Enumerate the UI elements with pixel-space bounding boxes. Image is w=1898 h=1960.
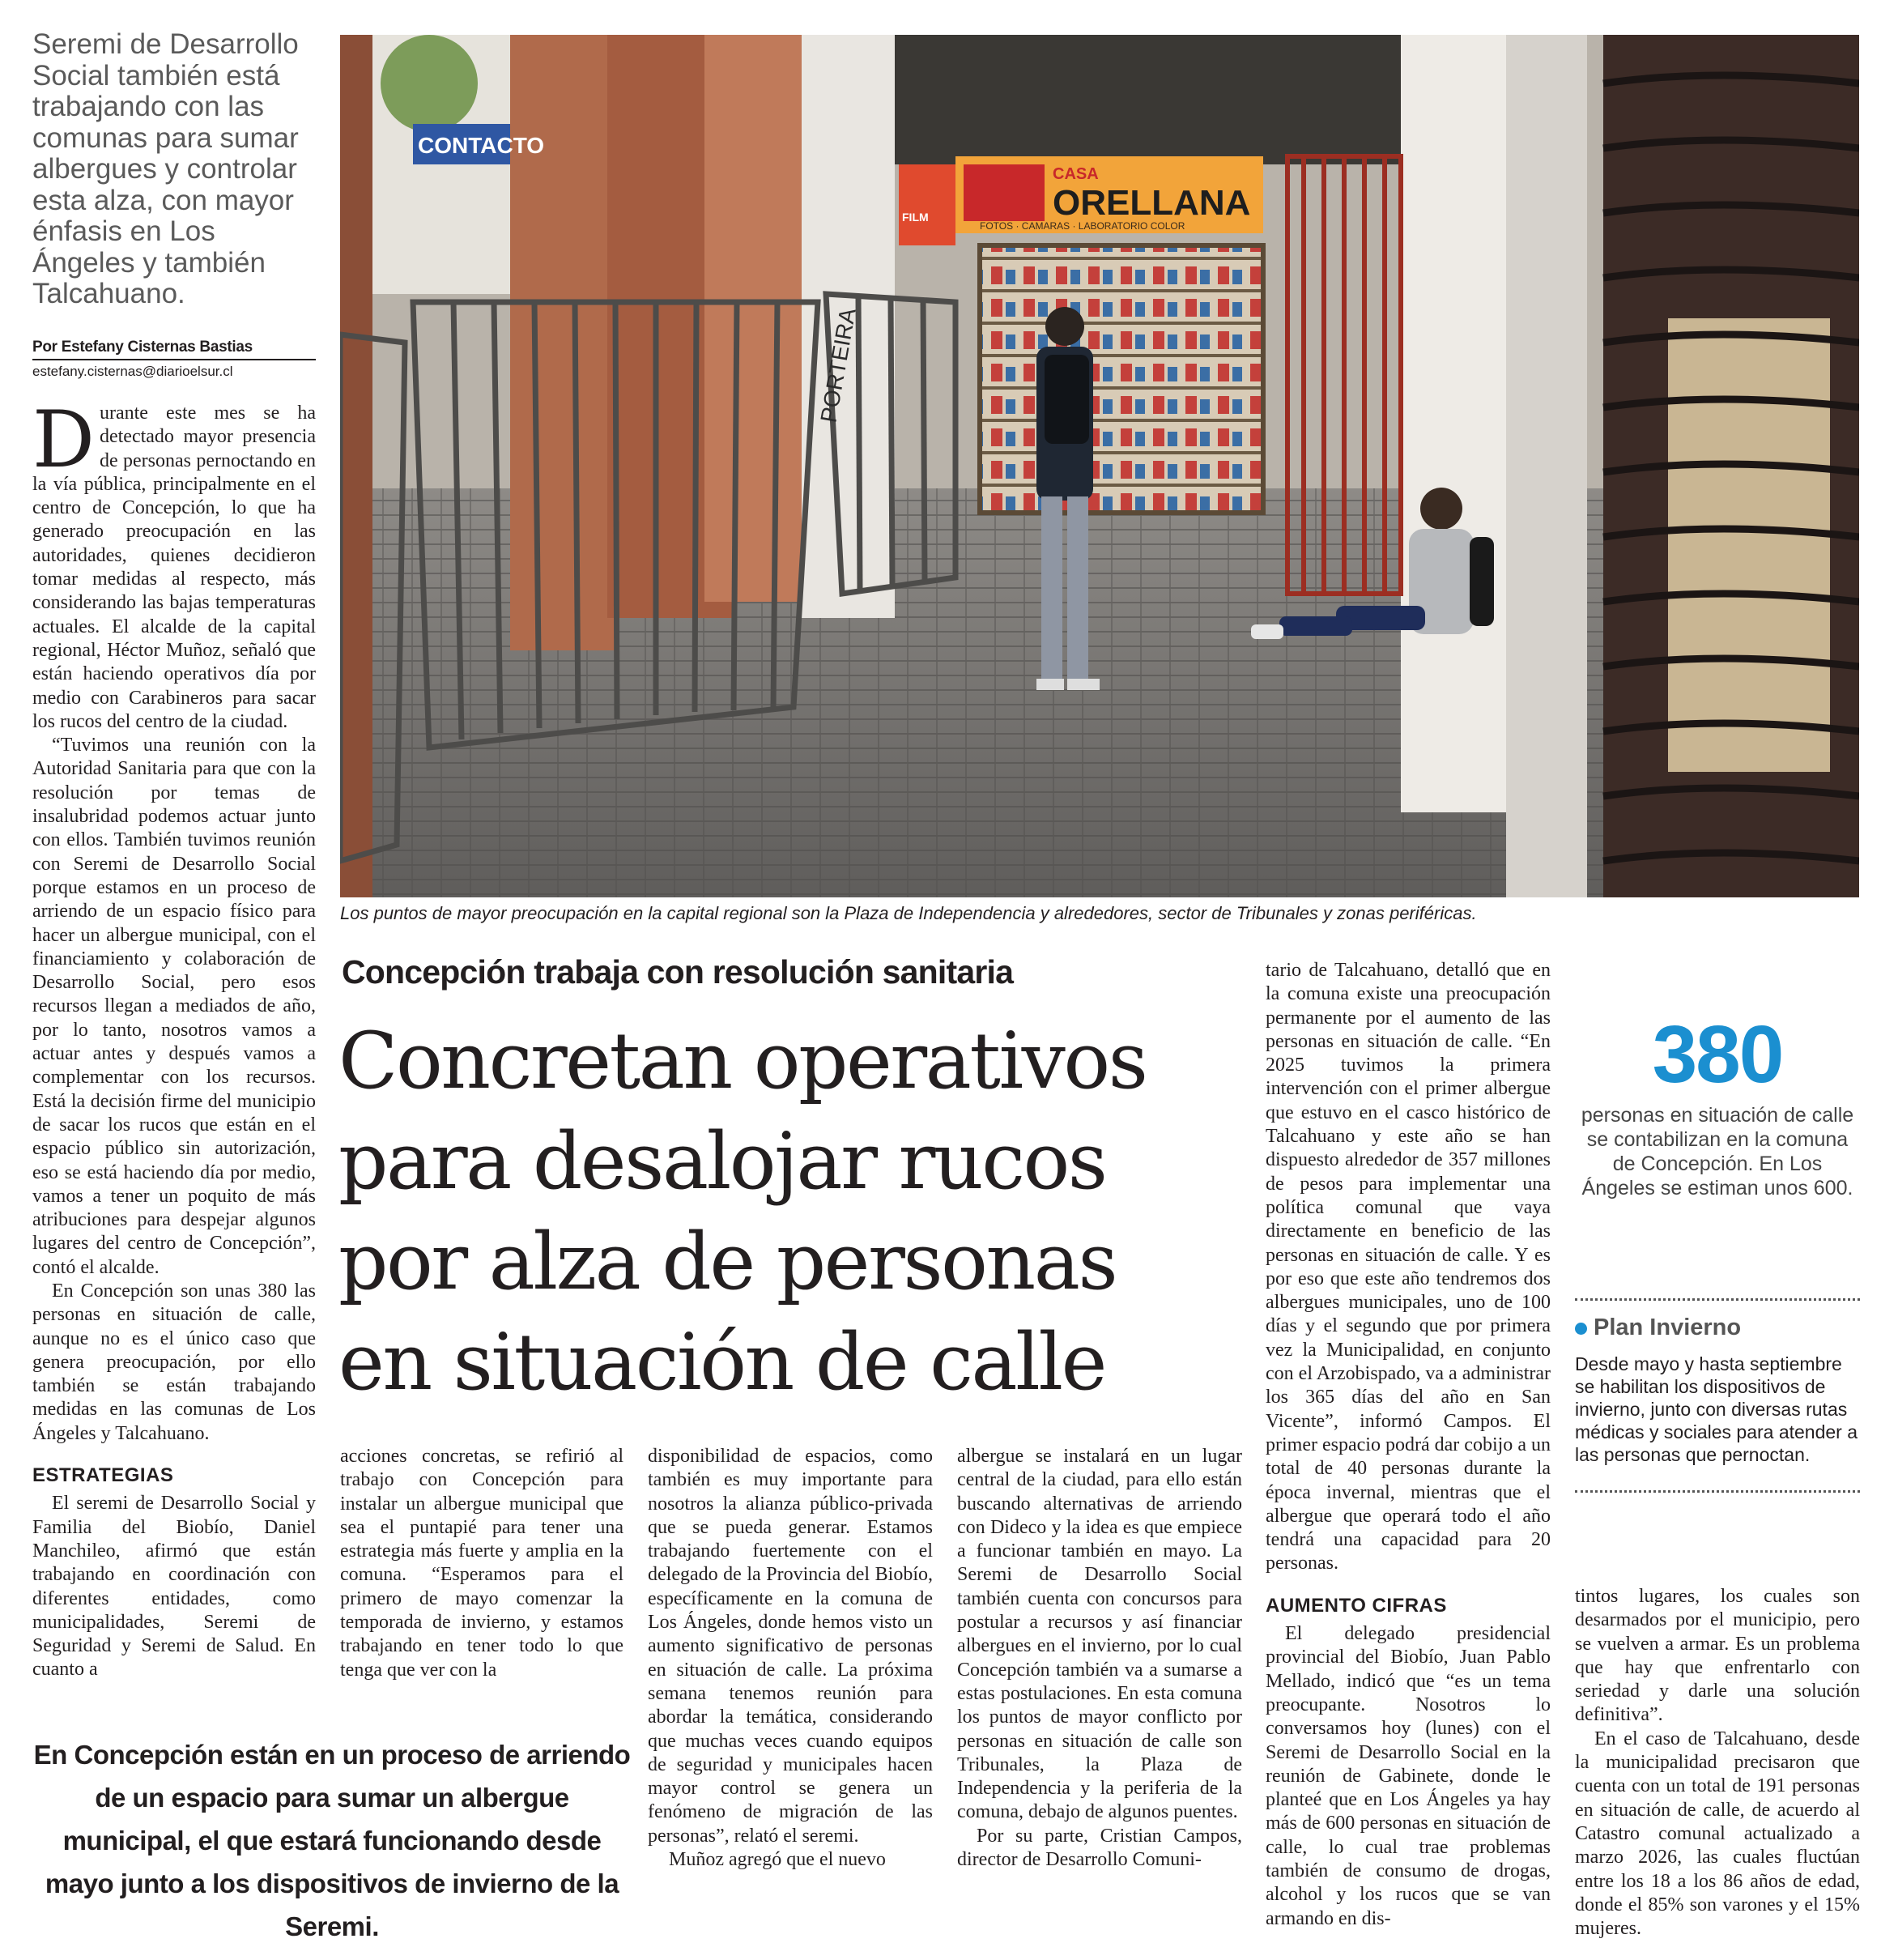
paragraph: disponibilidad de espacios, como también es muy importante para nosotros la alianza público-privada que se pueda generar. Estamos trabajando fuertemente con el delegado de la Provincia del Biobío, específicamente en la comuna de Los Ángeles, donde hemos visto un aumento significativo de personas en situación de calle. La próxima semana tenemos reunión para abordar la temática, considerando que muchas veces cuando equipos de seguridad y municipales hacen mayor control se genera un fenómeno de migración de las personas”, relató el seremi. [648,1446,933,1847]
divider [1575,1298,1860,1301]
byline-author: Por Estefany Cisternas Bastias [32,339,316,360]
orellana-sign-text: ORELLANA [1053,183,1251,223]
byline [32,339,316,380]
paragraph: albergue se instalará en un lugar central de la ciudad, para ello están buscando alternativas de arriendo con Dideco y la idea es que empiece a funcionar también en mayo. La Seremi de Desarrollo Social también cuenta con concursos para postular a recursos y así financiar albergues en el invierno, por lo cual Concepción también va a sumarse a estas postulaciones. En esta comuna los puntos de mayor conflicto por personas en situación de calle son Tribunales, la Plaza de Independencia y la periferia de la comuna, debajo de algunos puentes. [957,1446,1242,1823]
stat-text: personas en situación de calle se contabilizan en la comuna de Concepción. En Los Ángeles se estiman unos 600. [1581,1104,1854,1199]
kicker: Concepción trabaja con resolución sanitaria [342,953,1014,991]
byline-email[interactable]: estefany.cisternas@diarioelsur.cl [32,364,233,379]
paragraph: El seremi de Desarrollo Social y Familia del Biobío, Daniel Manchileo, afirmó que están trabajando en coordinación con diferentes entidades, como municipalidades, Seremi de Seguridad y Seremi de Salud. En cuanto a [32,1493,316,1681]
drop-cap: D [32,394,95,485]
red-gate [1287,156,1401,594]
column-3 [648,1445,933,1872]
paragraph: En el caso de Talcahuano, desde la municipalidad precisaron que cuenta con un total de 191 personas en situación de calle, de acuerdo al Catastro comunal actualizado a marzo 2026, las cuales fluctúan entre los 18 a los 86 años de edad, donde el 85% son varones y el 15% mujeres. [1575,1728,1860,1940]
photo-caption: Los puntos de mayor preocupación en la capital regional son la Plaza de Independencia y alrededores, sector de Tribunales y zonas periféricas. [340,903,1477,923]
contacto-sign-text: CONTACTO [418,133,545,158]
stat-number: 380 [1652,1009,1783,1100]
lead-summary: Seremi de Desarrollo Social también está trabajando con las comunas para sumar albergues y controlar esta alza, con mayor énfasis en Los Ángeles y también Talcahuano. [32,28,299,309]
casa-sign-text: CASA [1053,165,1099,183]
column-2 [340,1445,623,1682]
shop-subtitle-text: FOTOS · CAMARAS · LABORATORIO COLOR [980,220,1185,232]
plan-invierno-box [1575,1314,1860,1466]
film-sign-text: FILM [902,211,929,224]
pull-quote: En Concepción están en un proceso de arriendo de un espacio para sumar un albergue municipal, el que estará funcionando desde mayo junto a los dispositivos de invierno de la Seremi. [33,1740,631,1941]
headline [338,1011,1245,1412]
column-6 [1575,1585,1860,1941]
headline-line: para desalojar rucos [338,1116,1106,1207]
paragraph: Durante este mes se ha detectado mayor presencia de personas pernoctando en la vía pública, principalmente en el centro de Concepción, lo que ha generado preocupación en las autoridades, quienes decidieron tomar medidas al respecto, más considerando las bajas temperaturas actuales. El alcalde de la capital regional, Héctor Muñoz, señaló que están haciendo operativos día por medio con Carabineros para sacar los rucos del centro de la ciudad. [32,394,316,732]
paragraph: tario de Talcahuano, detalló que en la comuna existe una preocupación permanente por el aumento de las personas en situación de calle. “En 2025 tuvimos la primera intervención con el primer albergue que estuvo en el casco histórico de Talcahuano y este año se han dispuesto alrededor de 357 millones de pesos para implementar una política comunal que vaya directamente en beneficio de las personas en situación de calle. Y es por eso que este año tendremos dos albergues municipales, uno de 100 días y el segundo que por primera vez la Municipalidad, en conjunto con el Arzobispado, va a administrar los 365 días del año en San Vicente”, informó Campos. El primer espacio podrá dar cobijo a un total de 40 personas durante la época invernal, mientras que el albergue que operará todo el año tendrá una capacidad para 20 personas. [1266,960,1551,1574]
plan-title: Plan Invierno [1594,1314,1742,1340]
main-photo [340,35,1859,897]
paragraph: “Tuvimos una reunión con la Autoridad Sanitaria para que con la resolución por temas de insalubridad podemos actuar junto con ellos. También tuvimos reunión con Seremi de Desarrollo Social porque estamos en un proceso de arriendo de un espacio físico para hacer un albergue municipal, con el financiamiento y colaboración de Desarrollo Social, pero esos recursos llegan a mediados de año, por lo tanto, nosotros vamos a actuar antes y después vamos a complementar con los recursos. Está la decisión firme del municipio de sacar los rucos que están en el espacio público sin autorización, eso se está haciendo día por medio, vamos a tener un poquito de más atribuciones para despejar algunos lugares del centro de Concepción”, contó el alcalde. [32,735,316,1278]
stat-box [1575,1009,1860,1200]
plan-text: Desde mayo y hasta septiembre se habilitan los dispositivos de invierno, junto con diversas rutas médicas y sociales para atender a las personas que pernoctan. [1575,1353,1858,1465]
headline-line: en situación de calle [338,1317,1105,1408]
subhead-aumento-cifras: AUMENTO CIFRAS [1266,1594,1447,1617]
headline-line: por alza de personas [338,1216,1117,1307]
headline-line: Concretan operativos [338,1016,1147,1106]
paragraph: El delegado presidencial provincial del Biobío, Juan Pablo Mellado, indicó que “es un tema preocupante. Nosotros lo conversamos hoy (lunes) con el Seremi de Desarrollo Social en la reunión de Gabinete, donde le planteé que en Los Ángeles ya hay más de 600 personas en situación de calle, lo cual trae problemas también de consumo de drogas, alcohol y los rucos que se van armando en dis- [1266,1623,1551,1929]
column-1 [32,394,316,1682]
fence-graffiti: PORTEIRA [815,306,861,425]
paragraph: tintos lugares, los cuales son desarmados por el municipio, pero se vuelven a armar. Es un problema que hay que enfrentarlo con seriedad y darle una solución definitiva”. [1575,1586,1860,1726]
column-4 [957,1445,1242,1872]
paragraph: En Concepción son unas 380 las personas en situación de calle, aunque no es el único caso que genera preocupación, por ello también se están trabajando medidas en las comunas de Los Ángeles y Talcahuano. [32,1280,316,1444]
column-5 [1266,959,1551,1931]
paragraph: Por su parte, Cristian Campos, director de Desarrollo Comuni- [957,1825,1242,1871]
divider [1575,1490,1860,1493]
bullet-icon [1575,1323,1587,1335]
photo-illustration [340,35,1859,897]
paragraph: Muñoz agregó que el nuevo [669,1849,886,1871]
subhead-estrategias: ESTRATEGIAS [32,1464,174,1487]
paragraph: acciones concretas, se refirió al trabajo con Concepción para instalar un albergue municipal que sea el puntapié para tener una estrategia más fuerte y amplia en la comuna. “Esperamos para el primero de mayo comenzar la temporada de invierno, y estamos trabajando en tener todo lo que tenga que ver con la [340,1446,623,1681]
